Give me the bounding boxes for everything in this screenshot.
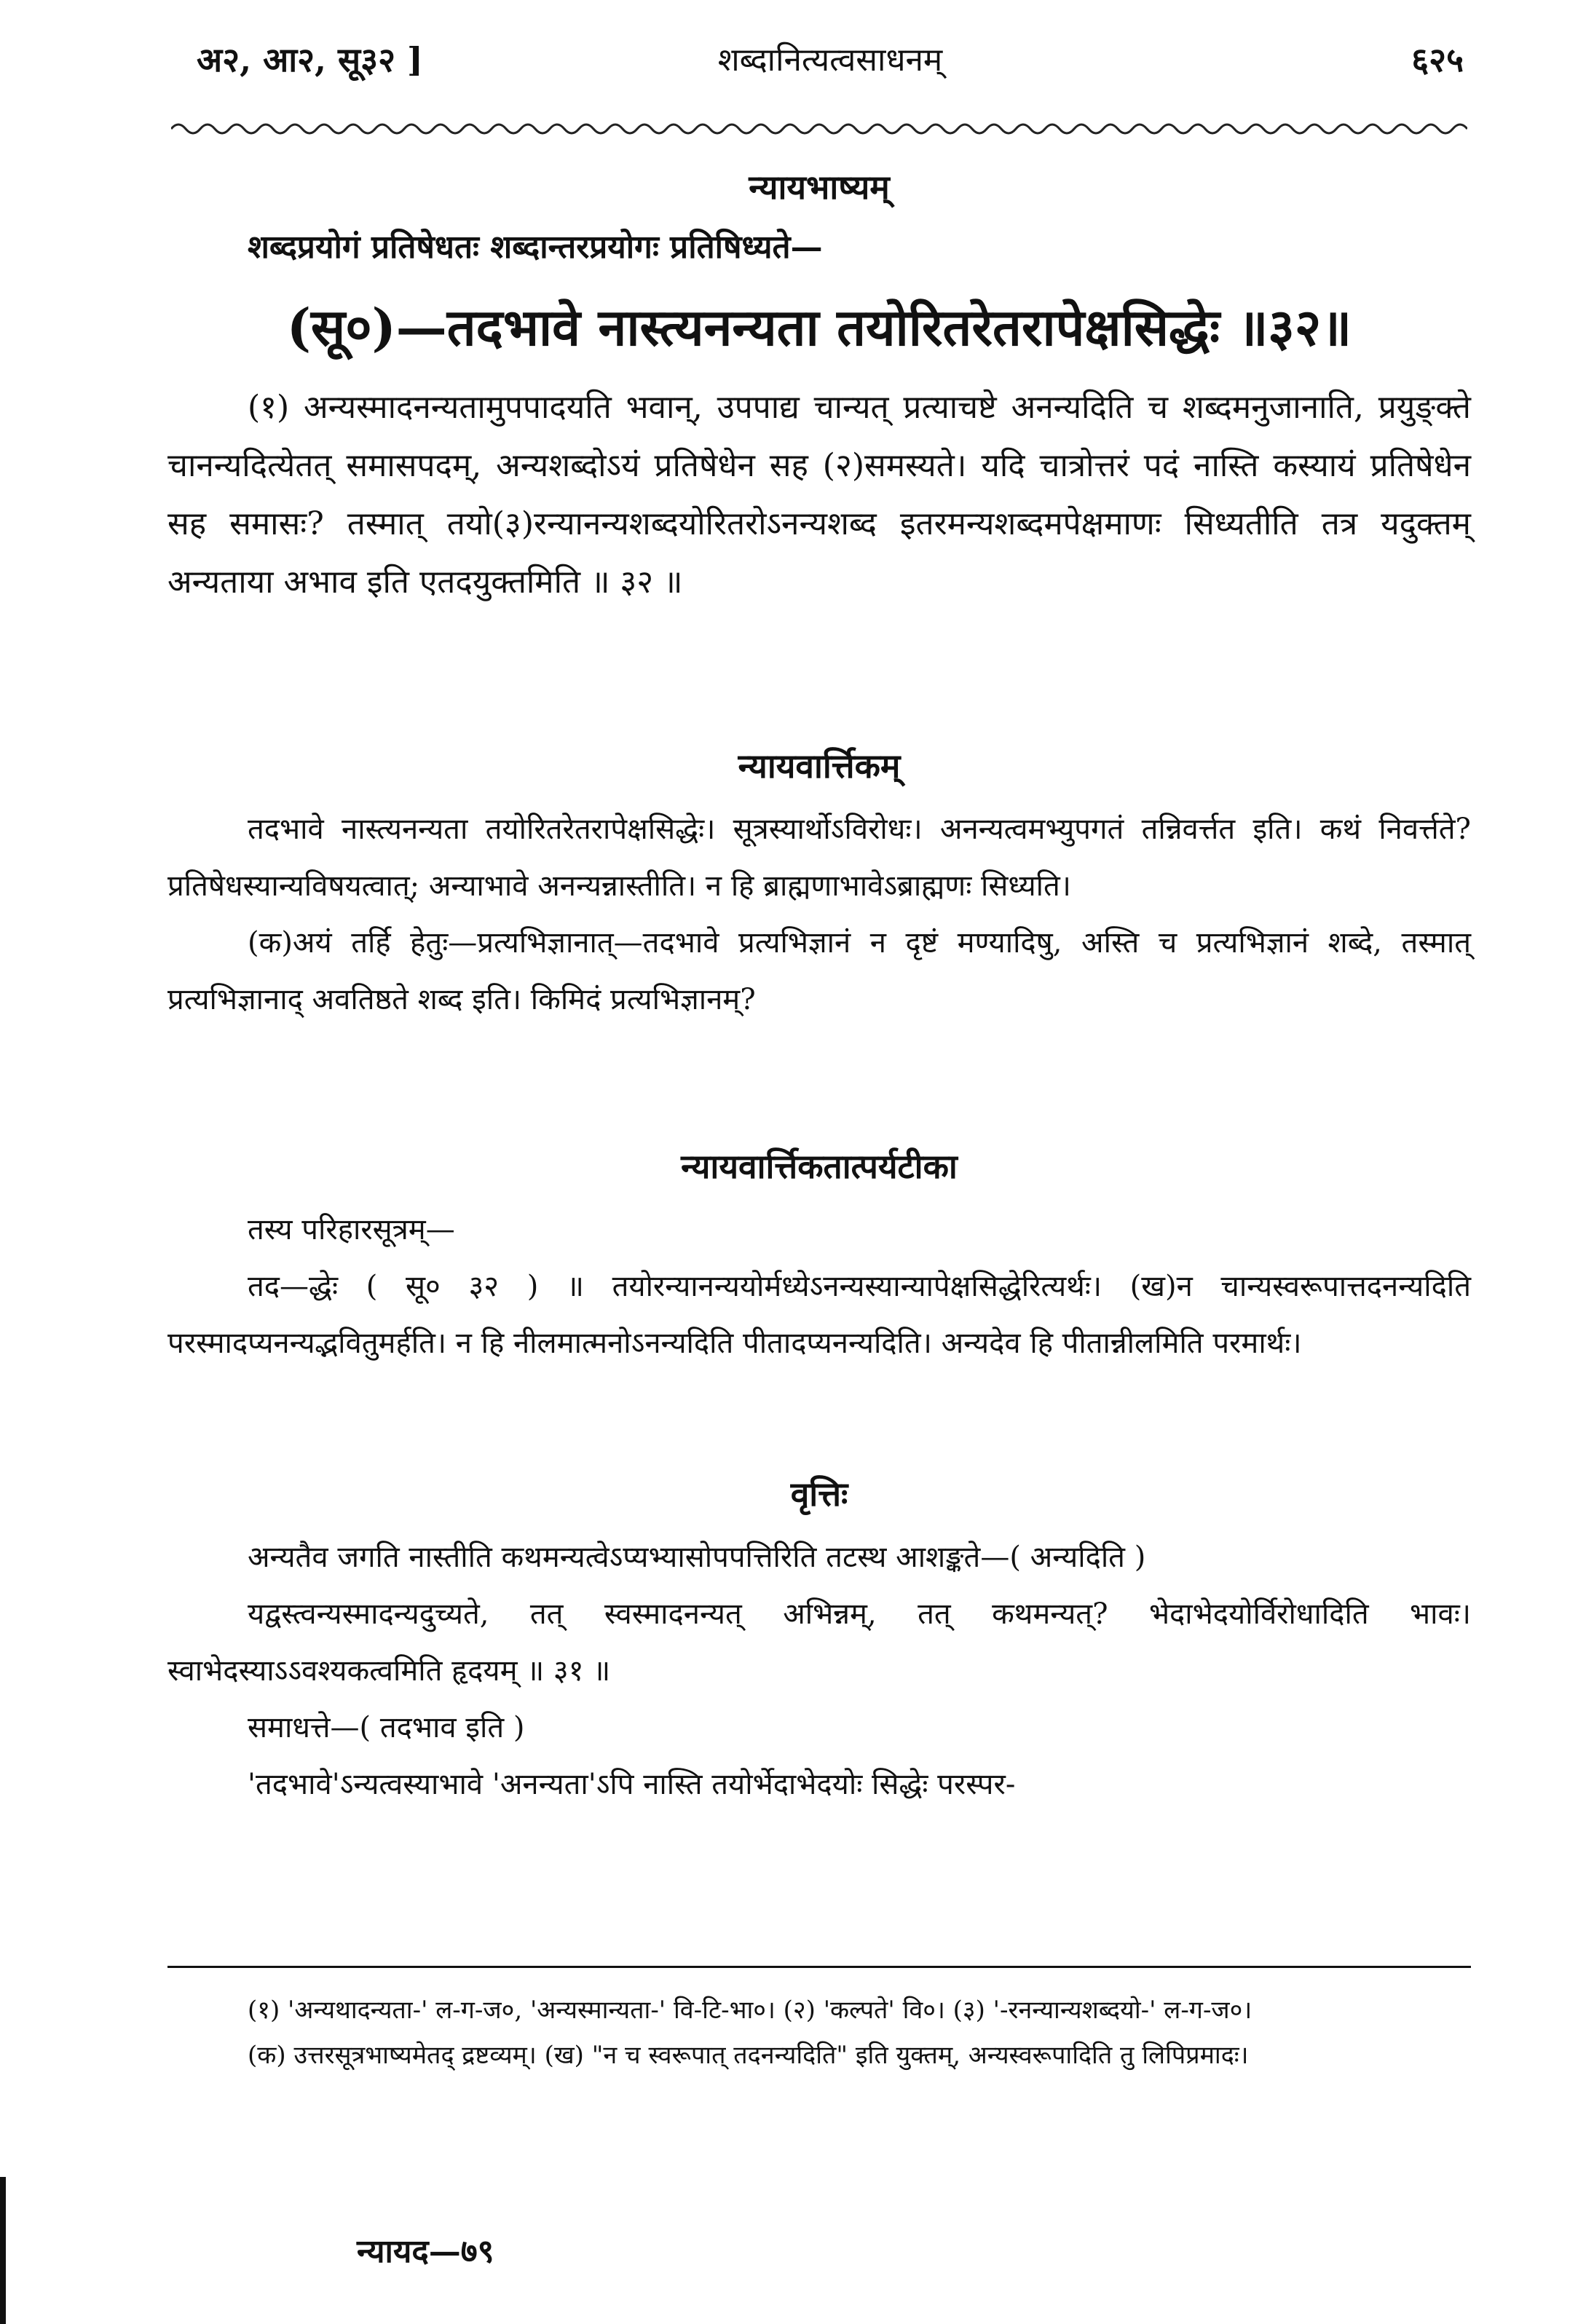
tika-paragraph-2: तद—द्धेः ( सू० ३२ ) ॥ तयोरन्यानन्ययोर्मध्येऽनन्यस्यान्यापेक्षसिद्धेरित्यर्थः। (ख)न चान्यस्वरूपात्तदनन्यदिति परस्मादप्यनन्यद्भवितुमर्हति। न हि नीलमात्मनोऽनन्यदिति पीतादप्यनन्यदिति। अन्यदेव हि पीतान्नीलमिति परमार्थः। bbox=[167, 1270, 1471, 1360]
vritti-paragraph-1: अन्यतैव जगति नास्तीति कथमन्यत्वेऽप्यभ्यासोपपत्तिरिति तटस्थ आशङ्कते—( अन्यदिति ) bbox=[248, 1541, 1146, 1574]
vartika-heading: न्यायवार्त्तिकम् bbox=[738, 746, 901, 786]
running-header bbox=[197, 36, 1464, 95]
vartika-paragraph-2: (क)अयं तर्हि हेतुः—प्रत्यभिज्ञानात्—तदभावे प्रत्यभिज्ञानं न दृष्टं मण्यादिषु, अस्ति च प्रत्यभिज्ञानं शब्दे, तस्मात् प्रत्यभिज्ञानाद् अवतिष्ठते शब्द इति। किमिदं प्रत्यभिज्ञानम्? bbox=[167, 926, 1471, 1016]
tika-heading: न्यायवार्त्तिकतात्पर्यटीका bbox=[681, 1147, 958, 1186]
tika-paragraph-1: तस्य परिहारसूत्रम्— bbox=[248, 1213, 455, 1246]
vritti-paragraph-4: 'तदभावे'ऽन्यत्वस्याभावे 'अनन्यता'ऽपि नास्ति तयोर्भेदाभेदयोः सिद्धेः परस्पर- bbox=[248, 1768, 1016, 1801]
wavy-divider bbox=[171, 120, 1467, 138]
footnote-variants: (१) 'अन्यथादन्यता-' ल-ग-ज०, 'अन्यस्मान्यता-' वि-टि-भा०। (२) 'कल्पते' वि०। (३) '-रनन्यान्यशब्दयो-' ल-ग-ज०। bbox=[248, 1996, 1252, 2025]
footnote-divider bbox=[167, 1966, 1471, 1968]
header-reference: अ२, आ२, सू३२ ] bbox=[197, 40, 423, 79]
vritti-heading: वृत्तिः bbox=[790, 1474, 848, 1514]
header-title: शब्दानित्यत्वसाधनम् bbox=[717, 42, 943, 79]
signature-mark: न्यायद—७९ bbox=[357, 2233, 494, 2270]
bhashya-intro: शब्दप्रयोगं प्रतिषेधतः शब्दान्तरप्रयोगः प्रतिषिध्यते— bbox=[248, 229, 823, 266]
sutra-32: (सू०)—तदभावे नास्त्यनन्यता तयोरितरेतरापेक्षसिद्धेः ॥३२॥ bbox=[286, 297, 1352, 357]
vritti-paragraph-3: समाधत्ते—( तदभाव इति ) bbox=[248, 1711, 525, 1744]
bhashya-heading: न्यायभाष्यम् bbox=[749, 167, 890, 207]
page-number: ६२५ bbox=[1411, 40, 1464, 79]
bhashya-text: (१) अन्यस्मादनन्यतामुपपादयति भवान्, उपपाद्य चान्यत् प्रत्याचष्टे अनन्यदिति च शब्दमनुजानाति, प्रयुङ्क्ते चानन्यदित्येतत् समासपदम्, अन्यशब्दोऽयं प्रतिषेधेन सह (२)समस्यते। यदि चात्रोत्तरं पदं नास्ति कस्यायं प्रतिषेधेन सह समासः? तस्मात् तयो(३)रन्यानन्यशब्दयोरितरोऽनन्यशब्द इतरमन्यशब्दमपेक्षमाणः सिध्यतीति तत्र यदुक्तम् अन्यताया अभाव इति एतदयुक्तमिति ॥ ३२ ॥ bbox=[167, 389, 1471, 601]
footnote-notes: (क) उत्तरसूत्रभाष्यमेतद् द्रष्टव्यम्। (ख) "न च स्वरूपात् तदनन्यदिति" इति युक्तम्, अन्यस्वरूपादिति तु लिपिप्रमादः। bbox=[248, 2041, 1249, 2070]
vritti-paragraph-2: यद्वस्त्वन्यस्मादन्यदुच्यते, तत् स्वस्मादनन्यत् अभिन्नम्, तत् कथमन्यत्? भेदाभेदयोर्विरोधादिति भावः। स्वाभेदस्याऽऽवश्यकत्वमिति हृदयम् ॥ ३१ ॥ bbox=[167, 1597, 1471, 1688]
left-edge-rule bbox=[0, 2177, 6, 2324]
vartika-paragraph-1: तदभावे नास्त्यनन्यता तयोरितरेतरापेक्षसिद्धेः। सूत्रस्यार्थोऽविरोधः। अनन्यत्वमभ्युपगतं तन्निवर्त्तत इति। कथं निवर्त्तते? प्रतिषेधस्यान्यविषयत्वात्; अन्याभावे अनन्यन्नास्तीति। न हि ब्राह्मणाभावेऽब्राह्मणः सिध्यति। bbox=[167, 813, 1471, 903]
